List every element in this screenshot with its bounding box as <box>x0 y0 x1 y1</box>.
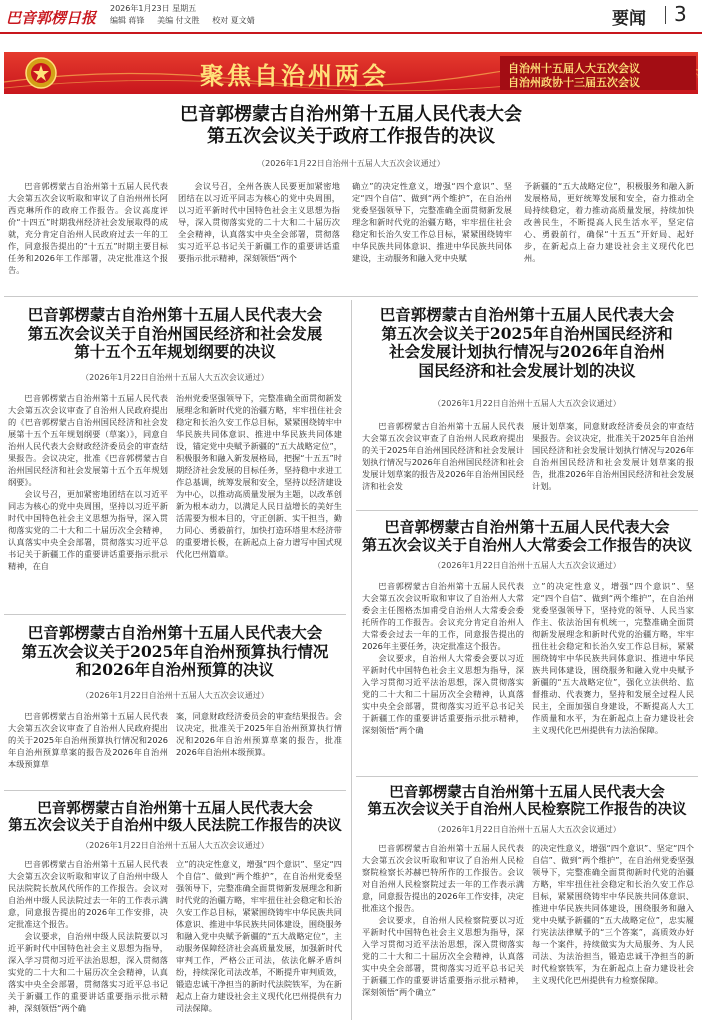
article-7-column <box>362 842 524 1020</box>
paragraph: 的决定性意义，增强“四个意识”、坚定“四个自信”、做到“两个维护”，在自治州党委坚强领导下，完整准确全面贯彻新时代党的治疆方略，牢牢扭住社会稳定和长治久安工作总目标，紧紧围绕铸牢中华民族共同体意识、推进中华民族共同体建设，围绕服务和融入党中央赋予新疆的“五大战略定位”，忠实履行宪法法律赋予的“三个答案”，高质效办好每一个案件，持续做实为大局服务、为人民司法、为法治担当，锻造忠诚干净担当的新时代检察铁军，为在新起点上奋力建设社会主义现代化巴州提供有力检察保障。 <box>532 843 694 985</box>
paragraph: 案，同意财政经济委员会的审查结果报告。会议决定，批准关于2025年自治州预算执行情况和2026年自治州预算草案的报告，批准2026年自治州本级预算。 <box>176 711 342 757</box>
article-2-column <box>8 392 168 608</box>
masthead <box>0 0 702 32</box>
headline-line: 巴音郭楞蒙古自治州第十五届人民代表大会 <box>384 518 670 536</box>
headline-line: 第五次会议关于政府工作报告的决议 <box>207 125 495 147</box>
page-number: 3 <box>674 2 687 26</box>
paragraph: 治州党委坚强领导下，完整准确全面贯彻新发展理念和新时代党的治疆方略，牢牢扭住社会稳定和长治久安工作总目标，紧紧围绕铸牢中华民族共同体意识、推进中华民族共同体建设，锚定党中央赋予新疆的“五大战略定位”，积极服务和融入新发展格局，把握“十五五”时期经济社会发展的目标任务，坚持稳中求进工作总基调，统筹发展和安全，坚持以经济建设为中心，以推动高质量发展为主题，以改革创新为根本动力，以满足人民日益增长的美好生活需要为根本目的，守正创新、实干担当，勤力同心、勇毅前行，加快打造环塔里木经济带的重要增长极，在新起点上奋力谱写中国式现代化巴州篇章。 <box>176 393 342 559</box>
headline-line: 第五次会议关于自治州国民经济和社会发展 <box>27 323 323 343</box>
section-name: 要闻 <box>612 9 646 29</box>
article-5-headline <box>4 624 346 680</box>
paragraph: 巴音郭楞蒙古自治州第十五届人民代表大会第五次会议听取和审议了自治州州长阿西克琳所作的政府工作报告。会议高度评价“十四五”时期我州经济社会发展取得的成就，充分肯定自治州人民政府过去一年的工作，同意报告提出的“十五五”时期主要目标任务和2026年工作部署，决定批准这个报告。 <box>8 181 168 275</box>
paragraph: 立”的决定性意义，增强“四个意识”、坚定“四个自信”、做到“两个维护”，在自治州党委坚强领导下，完整准确全面贯彻新发展理念和新时代党的治疆方略，牢牢扭住社会稳定和长治久安工作总目标，紧紧围绕铸牢中华民族共同体意识、推进中华民族共同体建设，围绕服务和融入党中央赋予新疆的“五大战略定位”，主动服务保障经济社会高质量发展，加强新时代审判工作，严格公正司法，依法化解矛盾纠纷，持续深化司法改革，不断提升审判质效，锻造忠诚干净担当的新时代法院铁军，为在新起点上奋力建设社会主义现代化巴州提供有力司法保障。 <box>176 859 342 1013</box>
headline-line: 巴音郭楞蒙古自治州第十五届人民代表大会 <box>389 784 665 801</box>
session-label-npc: 自治州十五届人大五次会议 <box>508 62 640 75</box>
headline-line: 第五次会议关于自治州中级人民法院工作报告的决议 <box>8 817 342 835</box>
paragraph: 会议号召，全州各族人民要更加紧密地团结在以习近平同志为核心的党中央周围，以习近平新时代中国特色社会主义思想为指导，深入贯彻落实党的二十大和二十届历次全会精神，认真落实中央全会部署，贯彻落实习近平总书记关于新疆工作的重要讲话重要指示批示精神，深刻领悟“两个 <box>178 181 340 263</box>
paragraph: 会议号召，更加紧密地团结在以习近平同志为核心的党中央周围，坚持以习近平新时代中国特色社会主义思想为指导，深入贯彻落实党的二十大和二十届历次全会精神，认真落实中央全会部署，贯彻落实习近平总书记关于新疆工作的重要讲话重要指示批示精神，在自 <box>8 489 168 571</box>
headline-line: 第十五个五年规划纲要的决议 <box>74 342 276 362</box>
headline-line: 第五次会议关于2025年自治州预算执行情况 <box>21 641 329 661</box>
article-1-column <box>352 180 512 276</box>
headline-line: 社会发展计划执行情况与2026年自治州 <box>389 342 665 362</box>
national-emblem-icon <box>24 56 58 90</box>
headline-line: 和2026年自治州预算的决议 <box>75 660 275 680</box>
paragraph: 会议要求，自治州中级人民法院要以习近平新时代中国特色社会主义思想为指导，深入学习贯彻习近平法治思想，深入贯彻落实党的二十大和二十届历次全会精神，认真落实中央全会部署，贯彻落实习近平总书记关于新疆工作的重要讲话重要指示批示精神，深刻领悟“两个确 <box>8 931 168 1013</box>
session-labels <box>500 56 696 90</box>
article-3-column <box>532 420 694 504</box>
article-6-dateline: （2026年1月22日自治州十五届人大五次会议通过） <box>81 841 269 850</box>
headline-line: 巴音郭楞蒙古自治州第十五届人民代表大会 <box>27 623 323 642</box>
editor-credit: 编辑 蒋锋 <box>110 16 145 25</box>
article-3-headline <box>356 306 698 380</box>
article-2-column <box>176 392 342 608</box>
newspaper-logo <box>6 4 102 28</box>
paragraph: 巴音郭楞蒙古自治州第十五届人民代表大会第五次会议审查了自治州人民政府提出的《巴音郭楞蒙古自治州国民经济和社会发展第十五个五年规划纲要（草案）》，同意自治州人民代表大会财政经济委员会的审查结果报告。会议决定，批准《巴音郭楞蒙古自治州国民经济和社会发展第十五个五年规划纲要》。 <box>8 393 168 487</box>
designer-credit: 美编 付文胜 <box>157 16 200 25</box>
article-1-column <box>524 180 694 276</box>
article-3-dateline: （2026年1月22日自治州十五届人大五次会议通过） <box>433 399 621 408</box>
headline-line: 第五次会议关于自治州人民检察院工作报告的决议 <box>367 801 687 819</box>
section-divider <box>356 776 698 777</box>
article-4-column <box>362 580 524 770</box>
headline-line: 巴音郭楞蒙古自治州第十五届人民代表大会 <box>180 104 522 125</box>
headline-line: 巴音郭楞蒙古自治州第十五届人民代表大会 <box>27 305 323 324</box>
paragraph: 予新疆的“五大战略定位”，积极服务和融入新发展格局，更好统筹发展和安全，奋力推动全局持续稳定，着力推动高质量发展，持续加快改善民生，不断提高人民生活水平，坚定信心、勇毅前行，确保“十五五”开好局、起好步，在新起点上奋力建设社会主义现代化巴州。 <box>524 181 694 263</box>
paragraph: 展计划草案，同意财政经济委员会的审查结果报告。会议决定，批准关于2025年自治州国民经济和社会发展计划执行情况与2026年自治州国民经济和社会发展计划草案的报告，批准2026年自治州国民经济和社会发展计划。 <box>532 421 694 491</box>
paragraph: 巴音郭楞蒙古自治州第十五届人民代表大会第五次会议听取和审议了自治州人大常委会主任图格杰加甫受自治州人大常委会委托所作的工作报告。会议充分肯定自治州人大常委会过去一年的工作，同意报告提出的2026年主要任务，决定批准这个报告。 <box>362 581 524 651</box>
section-divider <box>4 790 346 791</box>
article-7-column <box>532 842 694 1020</box>
headline-line: 巴音郭楞蒙古自治州第十五届人民代表大会 <box>379 305 675 324</box>
column-divider <box>351 620 352 1020</box>
paragraph: 会议要求，自治州人大常委会要以习近平新时代中国特色社会主义思想为指导，深入学习贯彻习近平法治思想，深入贯彻落实党的二十大和二十届历次全会精神，认真落实中央全会部署，贯彻落实习近平总书记关于新疆工作的重要讲话重要指示批示精神，深刻领悟“两个确 <box>362 653 524 735</box>
article-5-column <box>176 710 342 782</box>
section-divider <box>356 510 698 511</box>
article-7-headline <box>356 784 698 819</box>
article-1-column <box>8 180 168 276</box>
article-2-headline <box>4 306 346 362</box>
article-6-column <box>8 858 168 1020</box>
paragraph: 巴音郭楞蒙古自治州第十五届人民代表大会第五次会议审查了自治州人民政府提出的关于2025年自治州国民经济和社会发展计划执行情况与2026年自治州国民经济和社会发展计划草案的报告及2026年自治州国民经济和社会发 <box>362 421 524 491</box>
editor-credits <box>110 15 265 26</box>
article-4-column <box>532 580 694 770</box>
article-6-column <box>176 858 342 1020</box>
headline-line: 第五次会议关于2025年自治州国民经济和 <box>381 323 673 343</box>
section-banner <box>4 52 698 94</box>
article-3-column <box>362 420 524 504</box>
section-divider <box>665 6 666 24</box>
article-7-dateline: （2026年1月22日自治州十五届人大五次会议通过） <box>433 825 621 834</box>
headline-line: 第五次会议关于自治州人大常委会工作报告的决议 <box>361 536 692 554</box>
banner-title: 聚焦自治州两会 <box>200 62 389 90</box>
issue-date: 2026年1月23日 星期五 <box>110 4 197 13</box>
column-divider <box>351 300 352 620</box>
paragraph: 确立”的决定性意义，增强“四个意识”、坚定“四个自信”、做到“两个维护”，在自治州党委坚强领导下，完整准确全面贯彻新发展理念和新时代党的治疆方略，牢牢扭住社会稳定和长治久安工作总目标，紧紧围绕铸牢中华民族共同体意识、推进中华民族共同体建设，主动服务和融入党中央赋 <box>352 181 512 263</box>
article-6-headline <box>4 800 346 835</box>
svg-text:巴音郭楞日报: 巴音郭楞日报 <box>6 9 97 27</box>
article-2-dateline: （2026年1月22日自治州十五届人大五次会议通过） <box>81 373 269 382</box>
article-1-dateline: （2026年1月22日自治州十五届人大五次会议通过） <box>257 159 445 168</box>
headline-line: 国民经济和社会发展计划的决议 <box>418 360 636 380</box>
paragraph: 巴音郭楞蒙古自治州第十五届人民代表大会第五次会议听取和审议了自治州人民检察院检察长苏赫巴特所作的工作报告。会议对自治州人民检察院过去一年的工作表示满意，同意报告提出的2026年工作安排，决定批准这个报告。 <box>362 843 524 913</box>
section-divider <box>4 296 698 297</box>
article-1-headline <box>0 104 702 147</box>
paragraph: 立”的决定性意义，增强“四个意识”、坚定“四个自信”、做到“两个维护”，在自治州党委坚强领导下，坚持党的领导、人民当家作主、依法治国有机统一，完整准确全面贯彻新发展理念和新时代党的治疆方略，牢牢扭住社会稳定和长治久安工作总目标，紧紧围绕铸牢中华民族共同体意识、推进中华民族共同体建设，围绕服务和融入党中央赋予新疆的“五大战略定位”，强化立法供给、监督推动、代表赛力，坚持和发展全过程人民民主，全面加强自身建设，不断提高人大工作质量和水平，为在新起点上奋力建设社会主义现代化巴州提供有力法治保障。 <box>532 581 694 735</box>
headline-line: 巴音郭楞蒙古自治州第十五届人民代表大会 <box>37 800 313 817</box>
proofreader-credit: 校对 夏文婧 <box>212 16 255 25</box>
article-5-column <box>8 710 168 782</box>
masthead-rule <box>0 32 702 34</box>
paragraph: 巴音郭楞蒙古自治州第十五届人民代表大会第五次会议听取和审议了自治州中级人民法院院长敖风代所作的工作报告。会议对自治州中级人民法院过去一年的工作表示满意，同意报告提出的2026年工作安排，决定批准这个报告。 <box>8 859 168 929</box>
paragraph: 会议要求，自治州人民检察院要以习近平新时代中国特色社会主义思想为指导，深入学习贯彻习近平法治思想，深入贯彻落实党的二十大和二十届历次全会精神，认真落实中央全会部署，贯彻落实习近平总书记关于新疆工作的重要讲话重要指示批示精神，深刻领悟“两个确立” <box>362 915 524 997</box>
paragraph: 巴音郭楞蒙古自治州第十五届人民代表大会第五次会议审查了自治州人民政府提出的关于2025年自治州预算执行情况和2026年自治州预算草案的报告及2026年自治州本级预算草 <box>8 711 168 769</box>
section-divider <box>4 614 346 615</box>
article-4-headline <box>356 518 698 554</box>
article-5-dateline: （2026年1月22日自治州十五届人大五次会议通过） <box>81 691 269 700</box>
session-label-cppcc: 自治州政协十三届五次会议 <box>508 76 640 89</box>
article-1-column <box>178 180 340 276</box>
article-4-dateline: （2026年1月22日自治州十五届人大五次会议通过） <box>433 561 621 570</box>
